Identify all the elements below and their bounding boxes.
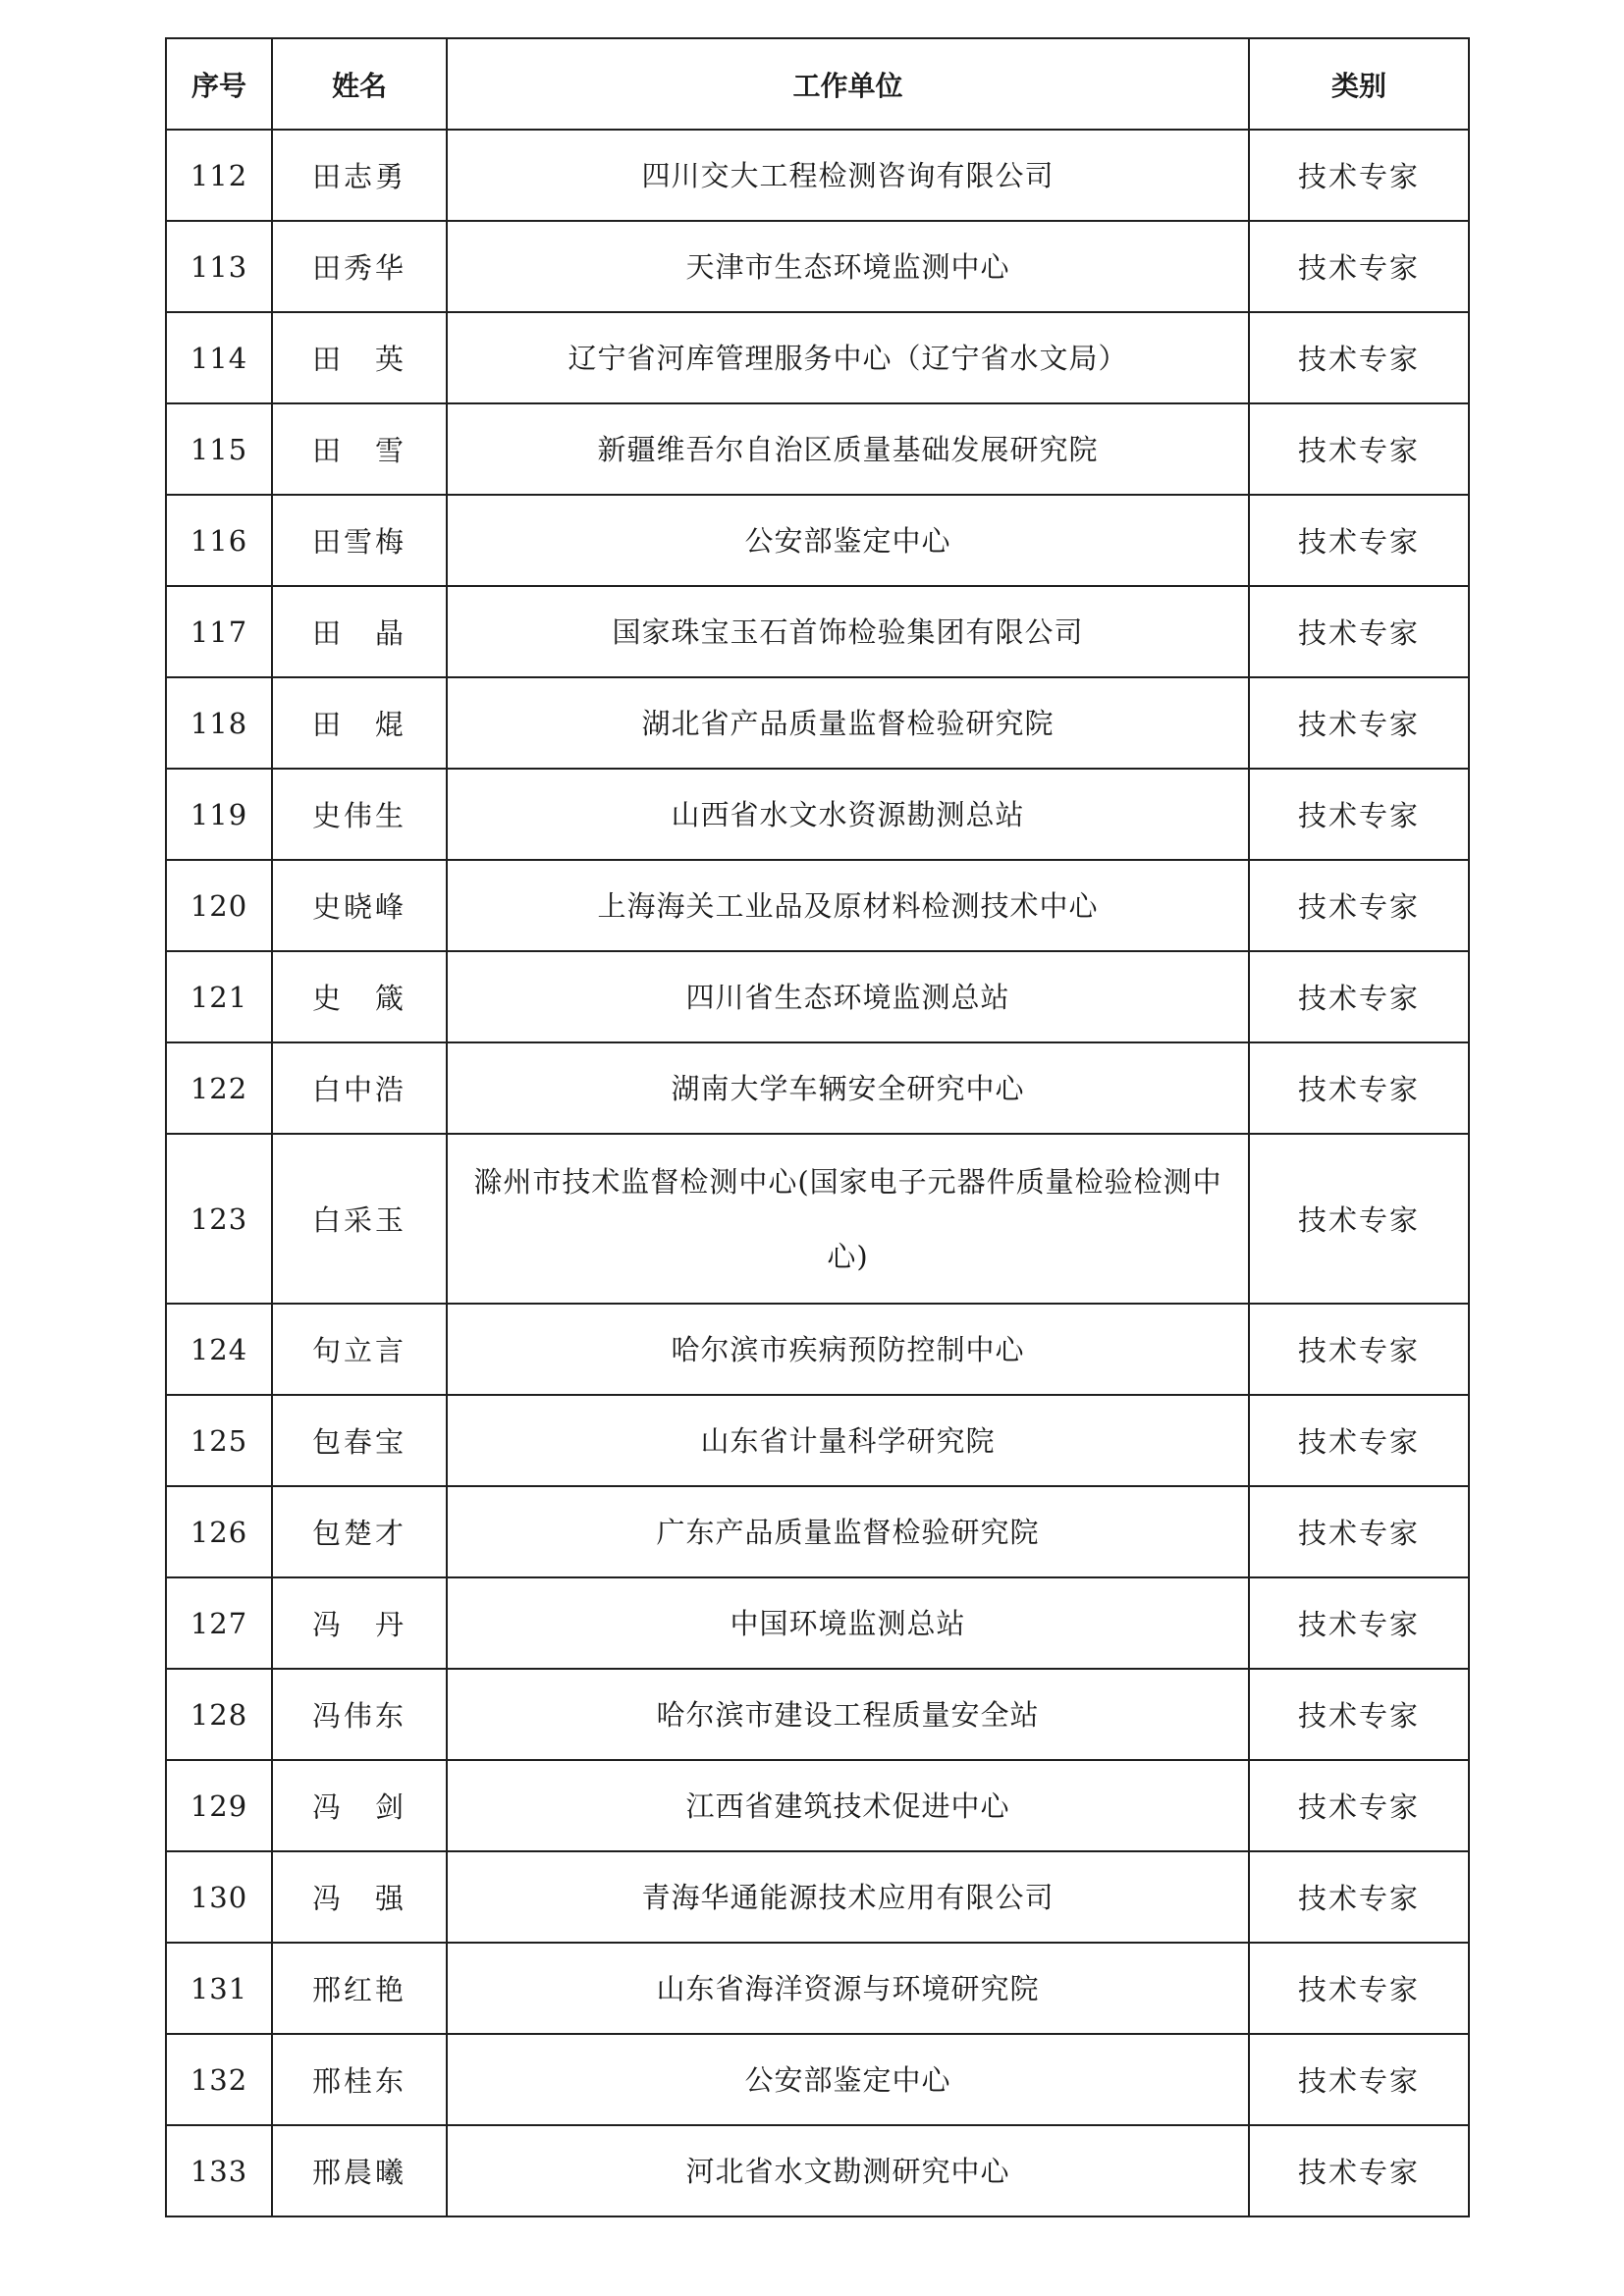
cell-unit [447, 769, 1249, 860]
cell-no: 116 [166, 495, 272, 586]
cell-unit [447, 1304, 1249, 1395]
cell-unit [447, 1943, 1249, 2034]
cell-category: 技术专家 [1249, 1577, 1469, 1669]
table-row [166, 2034, 1469, 2125]
cell-name: 田 雪 [272, 403, 447, 495]
table-row [166, 860, 1469, 951]
cell-category: 技术专家 [1249, 130, 1469, 221]
cell-unit-text: 上海海关工业品及原材料检测技术中心 [597, 888, 1099, 923]
cell-category: 技术专家 [1249, 1042, 1469, 1134]
cell-unit [447, 1760, 1249, 1851]
cell-unit [447, 221, 1249, 312]
cell-category: 技术专家 [1249, 1760, 1469, 1851]
table-row [166, 1760, 1469, 1851]
cell-no: 131 [166, 1943, 272, 2034]
cell-name: 冯伟东 [272, 1669, 447, 1760]
cell-category: 技术专家 [1249, 1669, 1469, 1760]
cell-name: 冯 丹 [272, 1577, 447, 1669]
table-row [166, 769, 1469, 860]
cell-unit-text: 湖北省产品质量监督检验研究院 [641, 706, 1055, 740]
cell-unit-text: 四川交大工程检测咨询有限公司 [641, 158, 1055, 192]
cell-name: 邢晨曦 [272, 2125, 447, 2216]
cell-category: 技术专家 [1249, 586, 1469, 677]
cell-name: 包春宝 [272, 1395, 447, 1486]
cell-category: 技术专家 [1249, 2125, 1469, 2216]
cell-unit [447, 1395, 1249, 1486]
cell-name: 田秀华 [272, 221, 447, 312]
table-row [166, 1042, 1469, 1134]
cell-unit-text: 山西省水文水资源勘测总站 [671, 797, 1025, 831]
cell-unit-text: 山东省海洋资源与环境研究院 [656, 1971, 1040, 2005]
cell-unit-text: 四川省生态环境监测总站 [685, 980, 1010, 1014]
table-row [166, 130, 1469, 221]
cell-name: 冯 剑 [272, 1760, 447, 1851]
cell-category: 技术专家 [1249, 1134, 1469, 1304]
cell-unit-text: 广东产品质量监督检验研究院 [656, 1515, 1040, 1549]
table-row [166, 586, 1469, 677]
cell-unit [447, 130, 1249, 221]
cell-unit [447, 2125, 1249, 2216]
cell-unit-text: 哈尔滨市疾病预防控制中心 [671, 1332, 1025, 1366]
cell-category: 技术专家 [1249, 495, 1469, 586]
cell-unit [447, 677, 1249, 769]
cell-unit [447, 1851, 1249, 1943]
table-header-row [166, 38, 1469, 130]
cell-no: 132 [166, 2034, 272, 2125]
table-row [166, 1395, 1469, 1486]
cell-category: 技术专家 [1249, 403, 1469, 495]
cell-category: 技术专家 [1249, 1486, 1469, 1577]
cell-unit-text: 天津市生态环境监测中心 [685, 249, 1010, 284]
table-row [166, 221, 1469, 312]
cell-name: 邢桂东 [272, 2034, 447, 2125]
cell-unit-text: 山东省计量科学研究院 [700, 1423, 996, 1458]
table-row [166, 677, 1469, 769]
cell-no: 129 [166, 1760, 272, 1851]
cell-no: 127 [166, 1577, 272, 1669]
table-body [166, 130, 1469, 2216]
cell-unit [447, 1669, 1249, 1760]
cell-no: 117 [166, 586, 272, 677]
cell-unit-text: 公安部鉴定中心 [744, 523, 951, 558]
cell-name: 田雪梅 [272, 495, 447, 586]
table-row [166, 1851, 1469, 1943]
cell-name: 史 箴 [272, 951, 447, 1042]
cell-category: 技术专家 [1249, 1943, 1469, 2034]
cell-unit [447, 1042, 1249, 1134]
cell-category: 技术专家 [1249, 769, 1469, 860]
cell-category: 技术专家 [1249, 951, 1469, 1042]
cell-name: 邢红艳 [272, 1943, 447, 2034]
cell-category: 技术专家 [1249, 2034, 1469, 2125]
cell-unit-text: 河北省水文勘测研究中心 [685, 2154, 1010, 2188]
cell-no: 112 [166, 130, 272, 221]
table-row [166, 951, 1469, 1042]
cell-unit [447, 495, 1249, 586]
cell-no: 130 [166, 1851, 272, 1943]
cell-category: 技术专家 [1249, 1851, 1469, 1943]
header-unit: 工作单位 [447, 38, 1249, 130]
cell-unit-text: 辽宁省河库管理服务中心（辽宁省水文局） [568, 341, 1128, 375]
cell-category: 技术专家 [1249, 221, 1469, 312]
cell-no: 125 [166, 1395, 272, 1486]
cell-no: 120 [166, 860, 272, 951]
cell-no: 113 [166, 221, 272, 312]
table-row [166, 1304, 1469, 1395]
cell-unit-text: 新疆维吾尔自治区质量基础发展研究院 [597, 432, 1099, 466]
cell-category: 技术专家 [1249, 312, 1469, 403]
cell-name: 冯 强 [272, 1851, 447, 1943]
cell-name: 包楚才 [272, 1486, 447, 1577]
cell-name: 白采玉 [272, 1134, 447, 1304]
cell-category: 技术专家 [1249, 677, 1469, 769]
table-row [166, 1577, 1469, 1669]
table-row [166, 1943, 1469, 2034]
cell-no: 126 [166, 1486, 272, 1577]
cell-unit [447, 951, 1249, 1042]
cell-unit [447, 403, 1249, 495]
cell-no: 114 [166, 312, 272, 403]
table-row [166, 1669, 1469, 1760]
cell-name: 史伟生 [272, 769, 447, 860]
cell-unit-text: 青海华通能源技术应用有限公司 [641, 1880, 1055, 1914]
cell-name: 田志勇 [272, 130, 447, 221]
cell-unit [447, 312, 1249, 403]
header-name: 姓名 [272, 38, 447, 130]
cell-no: 124 [166, 1304, 272, 1395]
cell-category: 技术专家 [1249, 1395, 1469, 1486]
table-row [166, 1134, 1469, 1304]
cell-unit-text: 哈尔滨市建设工程质量安全站 [656, 1697, 1040, 1732]
cell-name: 田 焜 [272, 677, 447, 769]
header-category: 类别 [1249, 38, 1469, 130]
cell-name: 史晓峰 [272, 860, 447, 951]
cell-unit [447, 2034, 1249, 2125]
cell-unit-text: 湖南大学车辆安全研究中心 [671, 1071, 1025, 1105]
table-row [166, 2125, 1469, 2216]
cell-no: 118 [166, 677, 272, 769]
table-row [166, 1486, 1469, 1577]
cell-unit [447, 586, 1249, 677]
cell-unit-text: 江西省建筑技术促进中心 [685, 1789, 1010, 1823]
expert-roster-table [165, 37, 1470, 2217]
cell-name: 田 英 [272, 312, 447, 403]
cell-unit [447, 1134, 1249, 1304]
cell-unit-text: 国家珠宝玉石首饰检验集团有限公司 [612, 614, 1084, 649]
cell-no: 115 [166, 403, 272, 495]
cell-category: 技术专家 [1249, 860, 1469, 951]
table-row [166, 495, 1469, 586]
cell-no: 121 [166, 951, 272, 1042]
header-no: 序号 [166, 38, 272, 130]
cell-no: 122 [166, 1042, 272, 1134]
cell-unit [447, 1577, 1249, 1669]
cell-name: 白中浩 [272, 1042, 447, 1134]
cell-unit [447, 1486, 1249, 1577]
cell-no: 119 [166, 769, 272, 860]
cell-category: 技术专家 [1249, 1304, 1469, 1395]
table-row [166, 312, 1469, 403]
cell-no: 128 [166, 1669, 272, 1760]
table-row [166, 403, 1469, 495]
cell-unit-text: 公安部鉴定中心 [744, 2062, 951, 2097]
cell-no: 133 [166, 2125, 272, 2216]
cell-unit-text: 滁州市技术监督检测中心(国家电子元器件质量检验检测中心) [473, 1164, 1222, 1273]
cell-unit [447, 860, 1249, 951]
cell-no: 123 [166, 1134, 272, 1304]
cell-name: 句立言 [272, 1304, 447, 1395]
cell-unit-text: 中国环境监测总站 [730, 1606, 966, 1640]
cell-name: 田 晶 [272, 586, 447, 677]
